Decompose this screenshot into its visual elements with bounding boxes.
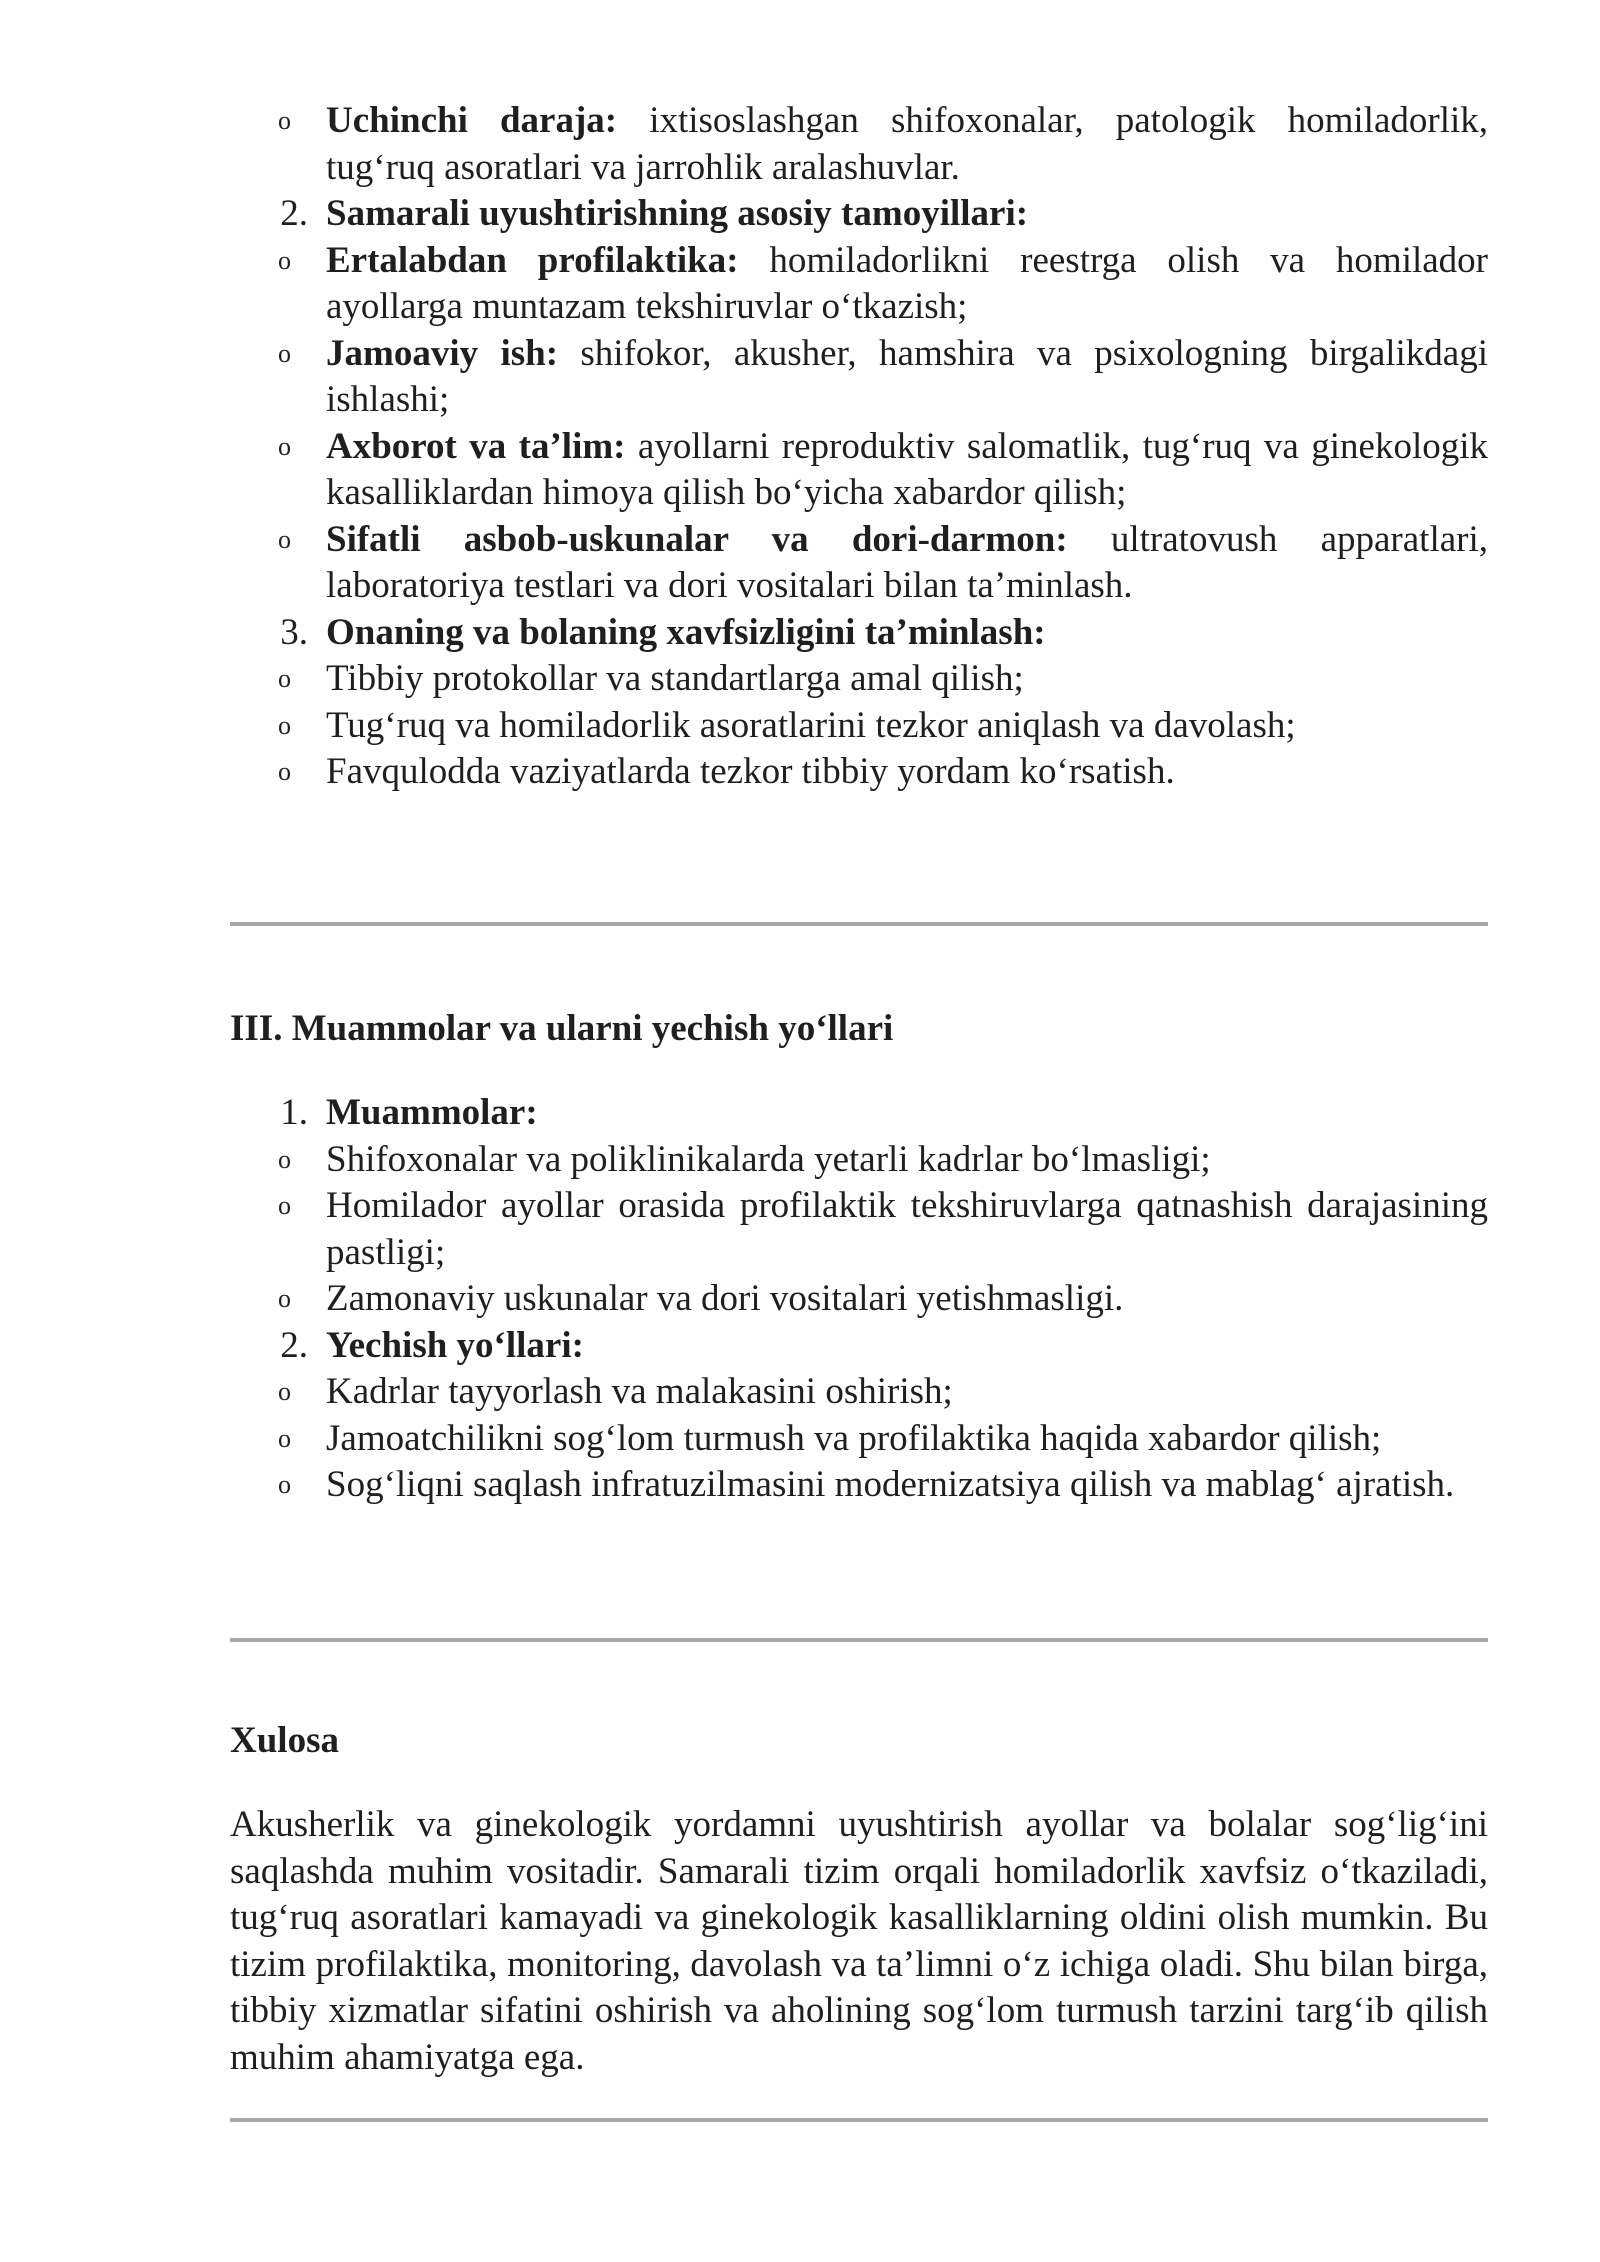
bullet-list (230, 1369, 1488, 1509)
item-label: Uchinchi daraja: (326, 100, 618, 141)
numbered-list (230, 191, 1488, 238)
bullet-marker: o (278, 524, 291, 554)
list-item (278, 98, 1488, 191)
item-number: 3. (280, 611, 308, 653)
conclusion-paragraph: Akusherlik va ginekologik yordamni uyushtirish ayollar va bolalar sog‘lig‘ini saqlashda muhim vositadir. Samarali tizim orqali homiladorlik xavfsiz o‘tkaziladi, tug‘ruq asoratlari kamayadi va ginekologik kasalliklarning oldini olish mumkin. Bu tizim profilaktika, monitoring, davolash va ta’limni o‘z ichiga oladi. Shu bilan birga, tibbiy xizmatlar sifatini oshirish va aholining sog‘lom turmush tarzini targ‘ib qilish muhim ahamiyatga ega. (230, 1804, 1488, 2078)
numbered-list (230, 610, 1488, 657)
numbered-list (230, 1090, 1488, 1137)
item-text: ixtisoslashgan shifoxonalar, patologik homiladorlik, tug‘ruq asoratlari va jarrohlik aralashuvlar. (326, 100, 1488, 188)
bullet-marker: o (278, 106, 291, 135)
section-ii-continuation (230, 98, 1488, 796)
bullet-marker: o (278, 1284, 291, 1313)
bullet-marker: o (278, 431, 291, 461)
list-item (278, 517, 1488, 610)
item-title: Onaning va bolaning xavfsizligini ta’minlash: (326, 611, 1046, 653)
conclusion-body (230, 1802, 1488, 2081)
item-text: Homilador ayollar orasida profilaktik tekshiruvlarga qatnashish darajasining pastligi; (326, 1185, 1488, 1273)
section-divider (230, 1638, 1488, 1642)
item-title: Yechish yo‘llari: (326, 1324, 584, 1366)
item-text: shifokor, akusher, hamshira va psixologning birgalikdagi ishlashi; (326, 332, 1489, 420)
list-item (278, 703, 1488, 750)
bullet-list (230, 238, 1488, 610)
bullet-list (230, 656, 1488, 796)
item-title: Samarali uyushtirishning asosiy tamoyillari: (326, 193, 1029, 234)
item-text: Zamonaviy uskunalar va dori vositalari yetishmasligi. (326, 1278, 1124, 1319)
list-item (278, 1137, 1488, 1184)
section-iii-body (230, 1090, 1488, 1509)
list-item (278, 749, 1488, 796)
bullet-marker: o (278, 1377, 291, 1406)
bullet-marker: o (278, 1423, 291, 1453)
numbered-item-3 (230, 610, 1488, 657)
item-text: Jamoatchilikni sog‘lom turmush va profilaktika haqida xabardor qilish; (326, 1417, 1382, 1459)
item-label: Axborot va ta’lim: (326, 425, 626, 467)
bullet-list (230, 1137, 1488, 1323)
item-text: Tibbiy protokollar va standartlarga amal qilish; (326, 658, 1024, 699)
list-item (278, 656, 1488, 703)
list-item (278, 238, 1488, 331)
level-list (230, 98, 1488, 191)
item-text: Kadrlar tayyorlash va malakasini oshirish; (326, 1371, 953, 1412)
item-number: 1. (280, 1092, 308, 1133)
numbered-item-1 (230, 1090, 1488, 1137)
item-text: ultratovush apparatlari, laboratoriya testlari va dori vositalari bilan ta’minlash. (326, 518, 1488, 606)
section-divider (230, 922, 1488, 926)
item-label: Sifatli asbob-uskunalar va dori-darmon: (326, 518, 1068, 560)
list-item (278, 1276, 1488, 1323)
section-iii-heading: III. Muammolar va ularni yechish yo‘llari (230, 1008, 894, 1049)
item-text: homiladorlikni reestrga olish va homilador ayollarga muntazam tekshiruvlar o‘tkazish; (326, 239, 1488, 327)
bullet-marker: o (278, 757, 291, 786)
numbered-list (230, 1323, 1488, 1370)
list-item (278, 1369, 1488, 1416)
item-label: Ertalabdan profilaktika: (326, 239, 739, 281)
numbered-item-2 (230, 191, 1488, 238)
bullet-marker: o (278, 710, 291, 740)
list-item (278, 1183, 1488, 1276)
item-text: Favqulodda vaziyatlarda tezkor tibbiy yordam ko‘rsatish. (326, 751, 1175, 792)
list-item (278, 424, 1488, 517)
list-item (278, 1416, 1488, 1463)
item-text: Sog‘liqni saqlash infratuzilmasini modernizatsiya qilish va mablag‘ ajratish. (326, 1464, 1455, 1505)
item-number: 2. (280, 193, 308, 234)
section-divider (230, 2118, 1488, 2122)
item-label: Jamoaviy ish: (326, 332, 559, 374)
item-text: Shifoxonalar va poliklinikalarda yetarli kadrlar bo‘lmasligi; (326, 1138, 1211, 1180)
bullet-marker: o (278, 245, 291, 275)
item-text: Tug‘ruq va homiladorlik asoratlarini tezkor aniqlash va davolash; (326, 704, 1296, 746)
bullet-marker: o (278, 664, 291, 693)
list-item (278, 331, 1489, 424)
item-title: Muammolar: (326, 1092, 538, 1133)
bullet-marker: o (278, 1144, 291, 1174)
item-text: ayollarni reproduktiv salomatlik, tug‘ruq va ginekologik kasalliklardan himoya qilish bo‘yicha xabardor qilish; (326, 425, 1488, 513)
list-item (278, 1462, 1488, 1509)
item-number: 2. (280, 1324, 308, 1366)
numbered-item-2 (230, 1323, 1488, 1370)
bullet-marker: o (278, 1470, 291, 1499)
bullet-marker: o (278, 1191, 291, 1220)
conclusion-heading: Xulosa (230, 1720, 339, 1761)
bullet-marker: o (278, 338, 291, 368)
